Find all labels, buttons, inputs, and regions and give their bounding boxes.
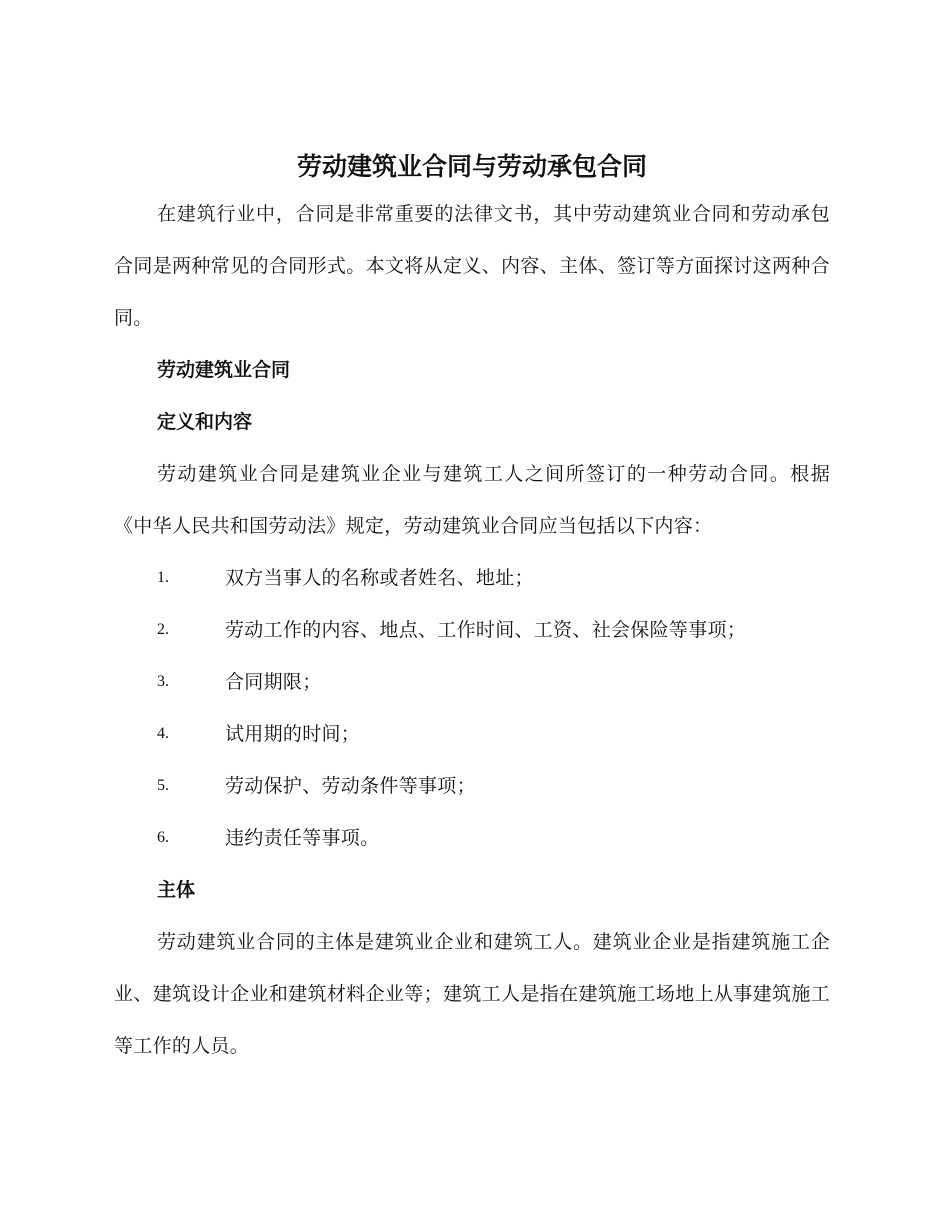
list-item-text: 违约责任等事项。	[225, 827, 380, 849]
list-item-number: 3.	[157, 673, 169, 690]
list-item	[114, 708, 830, 760]
list-item	[114, 812, 830, 864]
subsection-heading-definition: 定义和内容	[157, 411, 253, 433]
list-item	[114, 604, 830, 656]
list-item-number: 4.	[157, 725, 169, 742]
list-item-number: 2.	[157, 621, 169, 638]
parties-paragraph: 劳动建筑业合同的主体是建筑业企业和建筑工人。建筑业企业是指建筑施工企业、建筑设计企业和建筑材料企业等；建筑工人是指在建筑施工场地上从事建筑施工等工作的人员。	[114, 931, 830, 1057]
list-item	[114, 552, 830, 604]
list-item	[114, 656, 830, 708]
list-item-text: 双方当事人的名称或者姓名、地址；	[225, 567, 534, 589]
list-item-text: 劳动保护、劳动条件等事项；	[225, 775, 476, 797]
subsection-heading-parties: 主体	[157, 879, 196, 901]
list-item-text: 试用期的时间；	[225, 723, 361, 745]
list-item-text: 劳动工作的内容、地点、工作时间、工资、社会保险等事项；	[225, 619, 747, 641]
intro-paragraph: 在建筑行业中，合同是非常重要的法律文书，其中劳动建筑业合同和劳动承包合同是两种常见的合同形式。本文将从定义、内容、主体、签订等方面探讨这两种合同。	[114, 203, 830, 329]
document-page	[114, 146, 830, 1072]
list-item-number: 1.	[157, 569, 169, 586]
document-title: 劳动建筑业合同与劳动承包合同	[296, 152, 647, 181]
definition-paragraph: 劳动建筑业合同是建筑业企业与建筑工人之间所签订的一种劳动合同。根据《中华人民共和国劳动法》规定，劳动建筑业合同应当包括以下内容：	[114, 463, 830, 537]
section-heading-construction-contract: 劳动建筑业合同	[157, 359, 291, 381]
list-item-number: 5.	[157, 777, 169, 794]
contract-contents-list	[114, 552, 830, 864]
list-item-number: 6.	[157, 829, 169, 846]
list-item	[114, 760, 830, 812]
list-item-text: 合同期限；	[225, 671, 322, 693]
